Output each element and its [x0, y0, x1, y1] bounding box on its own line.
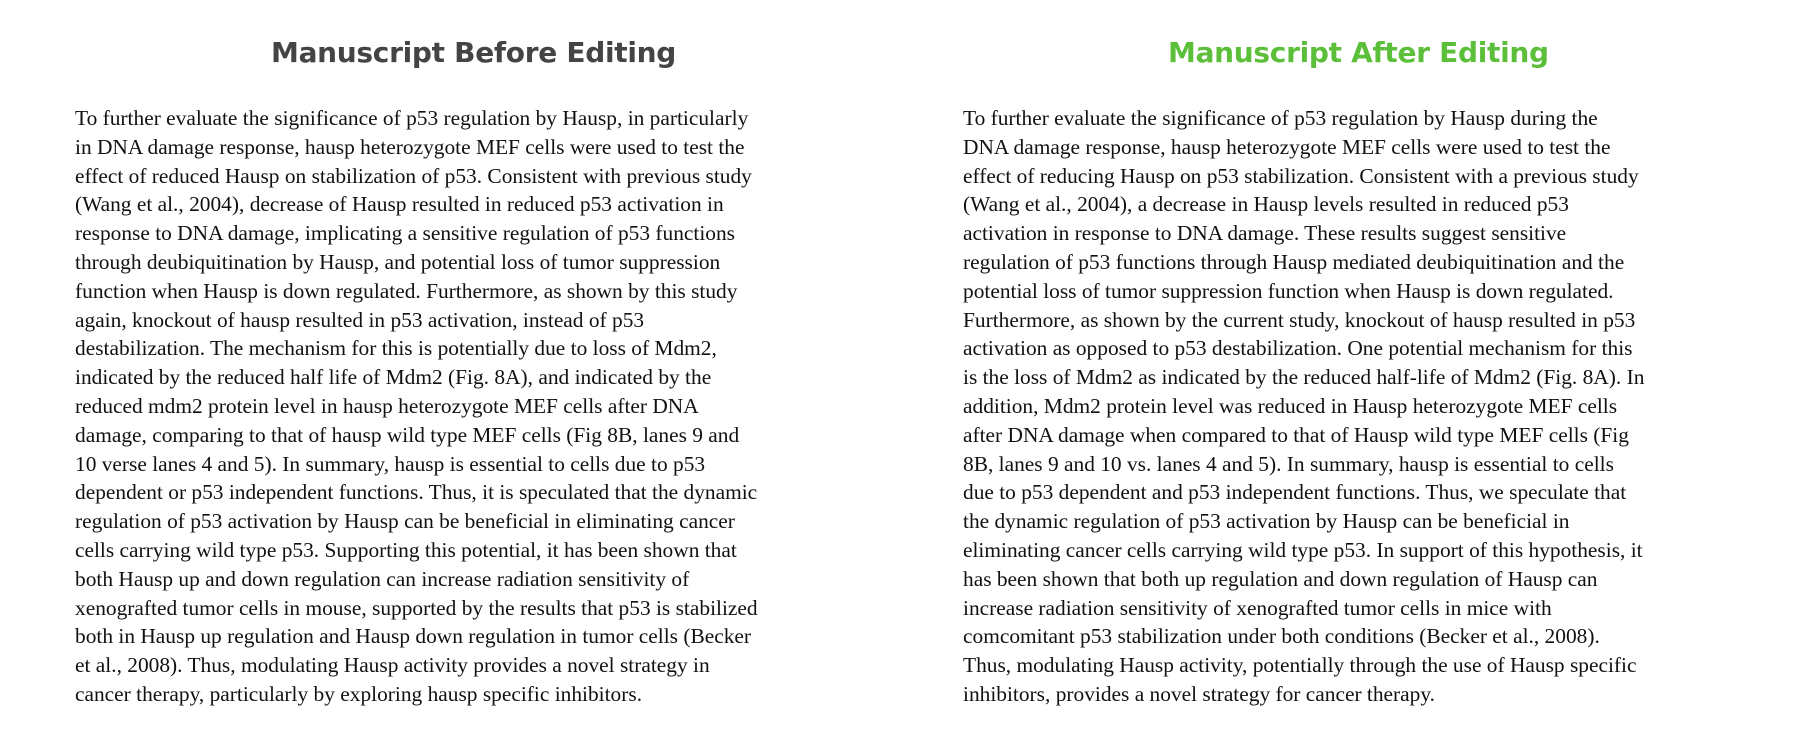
paragraph-line: destabilization. The mechanism for this is potentially due to loss of Mdm2, — [75, 336, 717, 361]
paragraph-line: To further evaluate the significance of p53 regulation by Hausp during the — [963, 106, 1598, 130]
paragraph-line: Furthermore, as shown by the current study, knockout of hausp resulted in p53 — [963, 307, 1636, 332]
paragraph-line: is the loss of Mdm2 as indicated by the reduced half-life of Mdm2 (Fig. 8A). In — [963, 365, 1645, 390]
paragraph-line: activation in response to DNA damage. These results suggest sensitive — [963, 221, 1567, 246]
paragraph-line: potential loss of tumor suppression function when Hausp is down regulated. — [963, 278, 1614, 303]
paragraph-line: effect of reducing Hausp on p53 stabilization. Consistent with a previous study — [963, 163, 1639, 188]
paragraph-line: xenografted tumor cells in mouse, supported by the results that p53 is stabilized — [75, 595, 758, 620]
paragraph-line: comcomitant p53 stabilization under both conditions (Becker et al., 2008). — [963, 624, 1600, 649]
after-editing-paragraph — [963, 104, 1644, 709]
before-editing-title: Manuscript Before Editing — [271, 36, 676, 69]
paragraph-line: through deubiquitination by Hausp, and potential loss of tumor suppression — [75, 249, 721, 274]
paragraph-line: (Wang et al., 2004), decrease of Hausp resulted in reduced p53 activation in — [75, 192, 724, 217]
paragraph-line: regulation of p53 activation by Hausp can be beneficial in eliminating cancer — [75, 509, 735, 534]
paragraph-line: inhibitors, provides a novel strategy for cancer therapy. — [963, 681, 1436, 706]
paragraph-line: DNA damage response, hausp heterozygote MEF cells were used to test the — [963, 134, 1611, 159]
paragraph-line: response to DNA damage, implicating a sensitive regulation of p53 functions — [75, 221, 735, 246]
paragraph-line: dependent or p53 independent functions. Thus, it is speculated that the dynamic — [75, 480, 758, 505]
paragraph-line: function when Hausp is down regulated. Furthermore, as shown by this study — [75, 278, 738, 303]
paragraph-line: indicated by the reduced half life of Mdm2 (Fig. 8A), and indicated by the — [75, 365, 712, 390]
paragraph-line: eliminating cancer cells carrying wild type p53. In support of this hypothesis, it — [963, 537, 1643, 562]
paragraph-line: damage, comparing to that of hausp wild type MEF cells (Fig 8B, lanes 9 and — [75, 422, 740, 447]
paragraph-line: reduced mdm2 protein level in hausp heterozygote MEF cells after DNA — [75, 393, 699, 418]
paragraph-line: 8B, lanes 9 and 10 vs. lanes 4 and 5). In summary, hausp is essential to cells — [963, 451, 1614, 476]
paragraph-line: regulation of p53 functions through Hausp mediated deubiquitination and the — [963, 249, 1625, 274]
paragraph-line: 10 verse lanes 4 and 5). In summary, hausp is essential to cells due to p53 — [75, 451, 706, 476]
paragraph-line: To further evaluate the significance of p53 regulation by Hausp, in particularly — [75, 106, 749, 130]
paragraph-line: et al., 2008). Thus, modulating Hausp activity provides a novel strategy in — [75, 653, 710, 678]
paragraph-line: effect of reduced Hausp on stabilization of p53. Consistent with previous study — [75, 163, 752, 188]
paragraph-line: after DNA damage when compared to that of Hausp wild type MEF cells (Fig — [963, 422, 1629, 447]
paragraph-line: both Hausp up and down regulation can increase radiation sensitivity of — [75, 566, 690, 591]
paragraph-line: cancer therapy, particularly by exploring hausp specific inhibitors. — [75, 681, 643, 706]
paragraph-line: increase radiation sensitivity of xenografted tumor cells in mice with — [963, 595, 1552, 620]
paragraph-line: both in Hausp up regulation and Hausp down regulation in tumor cells (Becker — [75, 624, 752, 649]
paragraph-line: addition, Mdm2 protein level was reduced in Hausp heterozygote MEF cells — [963, 393, 1618, 418]
paragraph-line: (Wang et al., 2004), a decrease in Hausp levels resulted in reduced p53 — [963, 192, 1569, 217]
paragraph-line: Thus, modulating Hausp activity, potentially through the use of Hausp specific — [963, 653, 1637, 678]
paragraph-line: cells carrying wild type p53. Supporting this potential, it has been shown that — [75, 537, 737, 562]
paragraph-line: activation as opposed to p53 destabilization. One potential mechanism for this — [963, 336, 1633, 361]
before-editing-paragraph — [75, 104, 758, 709]
paragraph-line: has been shown that both up regulation and down regulation of Hausp can — [963, 566, 1598, 591]
paragraph-line: in DNA damage response, hausp heterozygote MEF cells were used to test the — [75, 134, 745, 159]
after-editing-title: Manuscript After Editing — [1168, 36, 1549, 69]
paragraph-line: again, knockout of hausp resulted in p53 activation, instead of p53 — [75, 307, 645, 332]
paragraph-line: the dynamic regulation of p53 activation by Hausp can be beneficial in — [963, 509, 1570, 534]
paragraph-line: due to p53 dependent and p53 independent functions. Thus, we speculate that — [963, 480, 1627, 505]
